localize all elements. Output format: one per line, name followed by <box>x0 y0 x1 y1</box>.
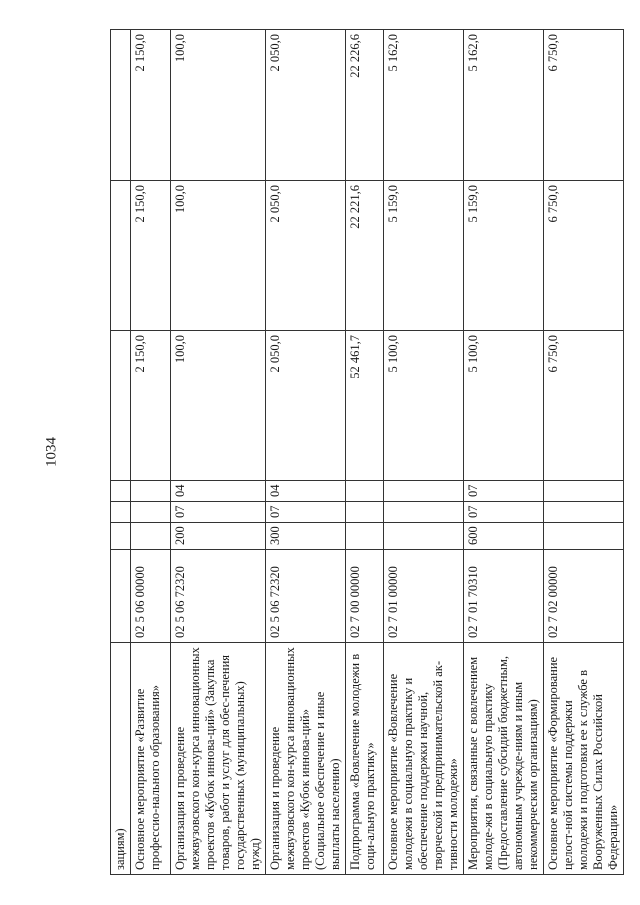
row-value-1 <box>111 331 131 481</box>
row-value-3: 2 050,0 <box>266 30 346 181</box>
table-row <box>544 30 624 875</box>
row-rz <box>131 502 171 523</box>
table-row <box>131 30 171 875</box>
row-vr: 300 <box>266 523 346 550</box>
row-pr: 07 <box>464 481 544 502</box>
row-code <box>111 550 131 643</box>
row-pr: 04 <box>266 481 346 502</box>
row-rz: 07 <box>171 502 266 523</box>
row-rz <box>111 502 131 523</box>
row-value-3: 5 162,0 <box>384 30 464 181</box>
row-value-1: 5 100,0 <box>384 331 464 481</box>
row-pr <box>384 481 464 502</box>
table-row <box>266 30 346 875</box>
row-code: 02 7 01 00000 <box>384 550 464 643</box>
row-vr <box>131 523 171 550</box>
row-value-2: 2 150,0 <box>131 181 171 331</box>
page-number: 1034 <box>43 437 60 467</box>
row-value-2 <box>111 181 131 331</box>
row-value-1: 2 050,0 <box>266 331 346 481</box>
row-code: 02 7 01 70310 <box>464 550 544 643</box>
row-name: Основное мероприятие «Вовлечение молодежи в социальную практику и обеспечение поддержки научной, творческой и предпринимательской ак-тивности молодежи» <box>384 643 464 875</box>
row-code: 02 7 02 00000 <box>544 550 624 643</box>
row-value-1: 52 461,7 <box>346 331 384 481</box>
row-rz: 07 <box>266 502 346 523</box>
row-code: 02 5 06 00000 <box>131 550 171 643</box>
row-name: зациям) <box>111 643 131 875</box>
row-value-1: 100,0 <box>171 331 266 481</box>
row-vr: 600 <box>464 523 544 550</box>
row-code: 02 5 06 72320 <box>266 550 346 643</box>
row-value-2: 22 221,6 <box>346 181 384 331</box>
row-vr <box>384 523 464 550</box>
row-value-1: 5 100,0 <box>464 331 544 481</box>
row-vr: 200 <box>171 523 266 550</box>
table-row <box>346 30 384 875</box>
row-rz <box>544 502 624 523</box>
table-row <box>111 30 131 875</box>
row-value-2: 2 050,0 <box>266 181 346 331</box>
row-pr: 04 <box>171 481 266 502</box>
row-vr <box>544 523 624 550</box>
row-value-3: 22 226,6 <box>346 30 384 181</box>
row-rz <box>384 502 464 523</box>
row-pr <box>544 481 624 502</box>
row-value-3 <box>111 30 131 181</box>
row-vr <box>111 523 131 550</box>
row-value-2: 5 159,0 <box>464 181 544 331</box>
row-value-2: 100,0 <box>171 181 266 331</box>
row-name: Организация и проведение межвузовского кон-курса инновационных проектов «Кубок иннова-ций» (Социальное обеспечение и иные выплаты населению) <box>266 643 346 875</box>
row-name: Подпрограмма «Вовлечение молодежи в соци-альную практику» <box>346 643 384 875</box>
row-name: Основное мероприятие «Формирование целост-ной системы поддержки молодежи и подготовки ее к службе в Вооруженных Силах Российской Федерации» <box>544 643 624 875</box>
row-name: Организация и проведение межвузовского кон-курса инновационных проектов «Кубок иннова-ций» (Закупка товаров, работ и услуг для обес-печения государственных (муниципальных) нужд) <box>171 643 266 875</box>
row-vr <box>346 523 384 550</box>
row-value-2: 6 750,0 <box>544 181 624 331</box>
row-code: 02 7 00 00000 <box>346 550 384 643</box>
row-value-2: 5 159,0 <box>384 181 464 331</box>
row-rz: 07 <box>464 502 544 523</box>
row-value-3: 5 162,0 <box>464 30 544 181</box>
row-value-3: 2 150,0 <box>131 30 171 181</box>
table-row <box>464 30 544 875</box>
row-value-3: 100,0 <box>171 30 266 181</box>
row-pr <box>111 481 131 502</box>
row-name: Мероприятия, связанные с вовлечением молоде-жи в социальную практику (Предоставление субсидий бюджетным, автономным учрежде-ниям и иным некоммерческим организациям) <box>464 643 544 875</box>
row-value-1: 2 150,0 <box>131 331 171 481</box>
row-pr <box>131 481 171 502</box>
row-value-3: 6 750,0 <box>544 30 624 181</box>
row-rz <box>346 502 384 523</box>
row-code: 02 5 06 72320 <box>171 550 266 643</box>
row-pr <box>346 481 384 502</box>
budget-table <box>110 29 624 875</box>
row-value-1: 6 750,0 <box>544 331 624 481</box>
table-row <box>171 30 266 875</box>
row-name: Основное мероприятие «Развитие профессио-нального образования» <box>131 643 171 875</box>
table-row <box>384 30 464 875</box>
